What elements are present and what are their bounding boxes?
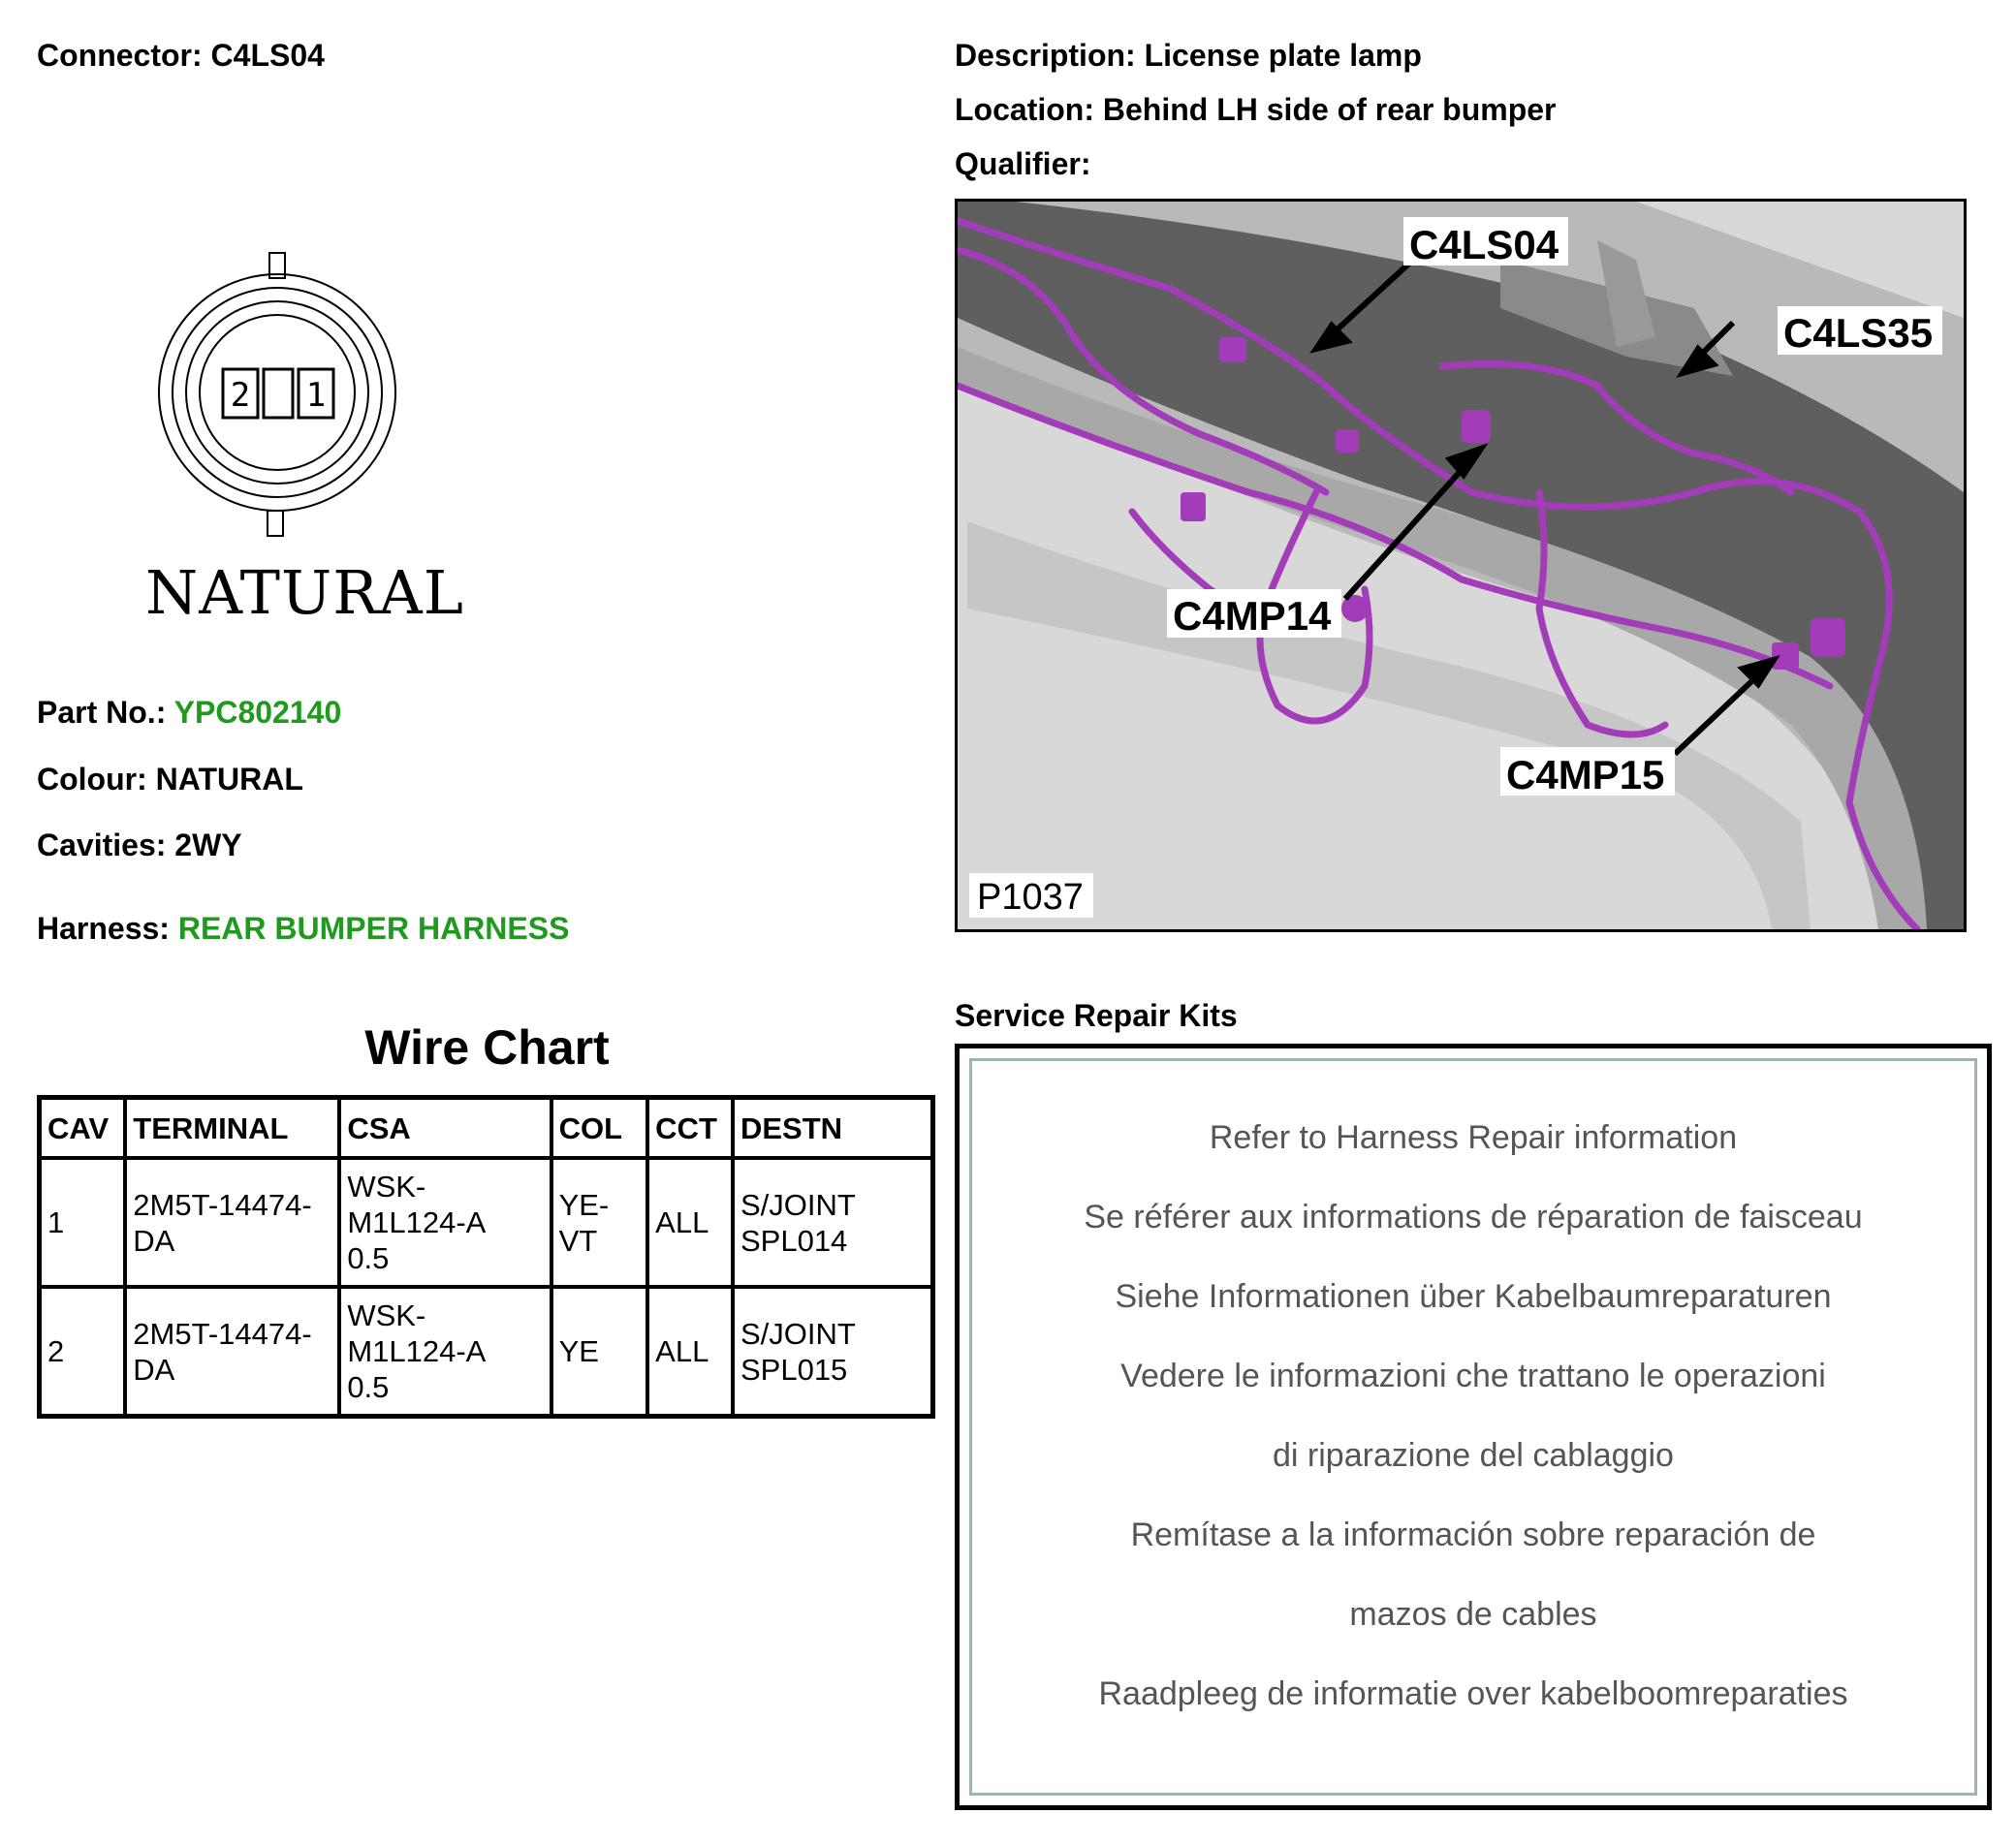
cell-cav: 2 — [40, 1287, 126, 1417]
header-csa: CSA — [339, 1098, 551, 1159]
service-repair-kits-inner — [969, 1058, 1977, 1796]
cell-text: DA — [133, 1352, 175, 1387]
service-repair-kits-title: Service Repair Kits — [955, 998, 1238, 1033]
srk-line: Vedere le informazioni che trattano le operazioni — [1120, 1358, 1826, 1394]
connector-face-icon — [145, 247, 417, 538]
location-field — [955, 90, 1557, 129]
description-label: Description: — [955, 38, 1136, 73]
location-photo — [955, 199, 1967, 932]
cell-csa — [339, 1287, 551, 1417]
rear-bumper-illustration — [958, 202, 1964, 929]
header-destn: DESTN — [733, 1098, 933, 1159]
wire-chart-header-row — [40, 1098, 933, 1159]
callout-c4ls04: C4LS04 — [1409, 222, 1559, 267]
cell-terminal — [125, 1158, 339, 1287]
cavity-1-label: 1 — [305, 376, 327, 415]
cell-text: S/JOINT — [740, 1187, 856, 1222]
callout-c4mp14: C4MP14 — [1173, 593, 1332, 639]
cell-text: 0.5 — [347, 1241, 390, 1275]
cavities-field — [37, 826, 242, 864]
srk-line: di riparazione del cablaggio — [1273, 1437, 1674, 1474]
cell-col: YE — [551, 1287, 648, 1417]
cell-text: SPL014 — [740, 1223, 848, 1258]
qualifier-label: Qualifier: — [955, 146, 1091, 181]
service-repair-kits-box — [955, 1044, 1992, 1810]
harness-field — [37, 909, 569, 948]
colour-field — [37, 760, 303, 798]
srk-line: Remítase a la información sobre reparación de — [1130, 1517, 1816, 1553]
qualifier-field — [955, 144, 1090, 183]
cell-terminal — [125, 1287, 339, 1417]
cell-text: VT — [558, 1223, 598, 1258]
description-value: License plate lamp — [1144, 38, 1422, 73]
cell-text: WSK- — [347, 1298, 426, 1332]
cell-text: SPL015 — [740, 1352, 848, 1387]
cell-text: M1L124-A — [347, 1334, 487, 1368]
cell-text: WSK- — [347, 1170, 426, 1204]
cell-destn — [733, 1287, 933, 1417]
cell-destn — [733, 1158, 933, 1287]
photo-reference: P1037 — [977, 877, 1084, 918]
colour-value: NATURAL — [155, 762, 303, 797]
cell-text: 0.5 — [347, 1370, 390, 1404]
wire-chart-title: Wire Chart — [364, 1020, 610, 1075]
cavity-2-label: 2 — [230, 376, 251, 415]
cell-text: YE- — [558, 1187, 610, 1222]
cavities-label: Cavities: — [37, 828, 167, 862]
srk-line: Siehe Informationen über Kabelbaumreparaturen — [1115, 1278, 1832, 1315]
cell-cct: ALL — [647, 1287, 733, 1417]
cell-cav: 1 — [40, 1158, 126, 1287]
callout-c4mp15: C4MP15 — [1506, 752, 1665, 797]
connector-face-caption: NATURAL — [145, 557, 464, 628]
srk-line: Refer to Harness Repair information — [1209, 1119, 1738, 1156]
part-no-field — [37, 693, 341, 732]
header-cav: CAV — [40, 1098, 126, 1159]
location-value: Behind LH side of rear bumper — [1102, 92, 1557, 127]
part-no-link[interactable]: YPC802140 — [173, 695, 342, 730]
cell-cct: ALL — [647, 1158, 733, 1287]
location-label: Location: — [955, 92, 1094, 127]
header-cct: CCT — [647, 1098, 733, 1159]
harness-link[interactable]: REAR BUMPER HARNESS — [177, 911, 570, 946]
wire-chart-table — [37, 1095, 935, 1419]
cell-col — [551, 1158, 648, 1287]
srk-line: Se référer aux informations de réparation de faisceau — [1084, 1199, 1863, 1235]
header-col: COL — [551, 1098, 648, 1159]
cell-text: M1L124-A — [347, 1205, 487, 1239]
table-row — [40, 1158, 933, 1287]
srk-line: Raadpleeg de informatie over kabelboomreparaties — [1098, 1675, 1848, 1712]
harness-label: Harness: — [37, 911, 170, 946]
connector-face-diagram — [145, 247, 464, 628]
cell-csa — [339, 1158, 551, 1287]
description-field — [955, 36, 1422, 75]
table-row — [40, 1287, 933, 1417]
connector-field — [37, 36, 325, 75]
srk-line: mazos de cables — [1349, 1596, 1597, 1633]
cell-text: 2M5T-14474- — [133, 1316, 312, 1351]
cell-text: S/JOINT — [740, 1316, 856, 1351]
cell-text: DA — [133, 1223, 175, 1258]
colour-label: Colour: — [37, 762, 147, 797]
callout-c4ls35: C4LS35 — [1783, 310, 1934, 356]
part-no-label: Part No.: — [37, 695, 167, 730]
connector-value: C4LS04 — [210, 38, 325, 73]
header-terminal: TERMINAL — [125, 1098, 339, 1159]
connector-label: Connector: — [37, 38, 203, 73]
cell-text: 2M5T-14474- — [133, 1187, 312, 1222]
cavities-value: 2WY — [174, 828, 242, 862]
